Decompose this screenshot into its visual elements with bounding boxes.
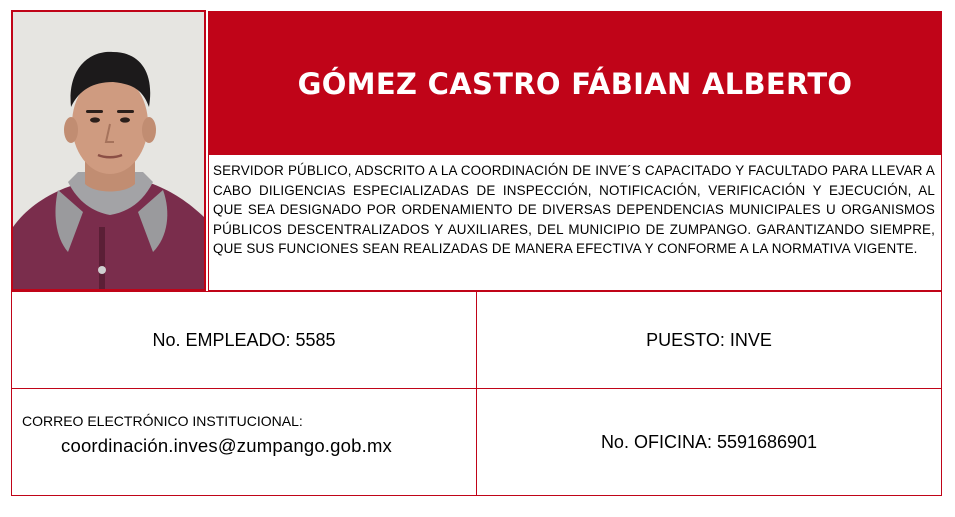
email-cell [12,389,476,495]
employee-name: GÓMEZ CASTRO FÁBIAN ALBERTO [297,66,853,101]
email-label: CORREO ELECTRÓNICO INSTITUCIONAL: [22,413,303,429]
office-phone-cell [477,389,941,495]
employee-photo [11,10,206,291]
email-address: coordinación.inves@zumpango.gob.mx [61,435,393,456]
employee-position: PUESTO: INVE [646,329,772,350]
details-table [11,291,942,496]
name-banner [208,11,942,154]
description-box [208,154,942,291]
position-cell [477,292,941,388]
office-phone: No. OFICINA: 5591686901 [600,431,818,452]
employee-description: SERVIDOR PÚBLICO, ADSCRITO A LA COORDINACIÓN DE INVE´S CAPACITADO Y FACULTADO PARA LLEVAR A CABO DILIGENCIAS ESPECIALIZADAS DE INSPECCIÓN, NOTIFICACIÓN, VERIFICACIÓN Y EJECUCIÓN, AL QUE SEA DESIGNADO POR ORDENAMIENTO DE DIVERSAS DEPENDENCIAS MUNICIPALES U ORGANISMOS PÚBLICOS DESCENTRALIZADOS Y AUXILIARES, DEL MUNICIPIO DE ZUMPANGO. GARANTIZANDO SIEMPRE, QUE SUS FUNCIONES SEAN REALIZADAS DE MANERA EFECTIVA Y CONFORME A LA NORMATIVA VIGENTE. [213,163,935,257]
employee-number-cell [12,292,476,388]
employee-number: No. EMPLEADO: 5585 [152,329,336,350]
